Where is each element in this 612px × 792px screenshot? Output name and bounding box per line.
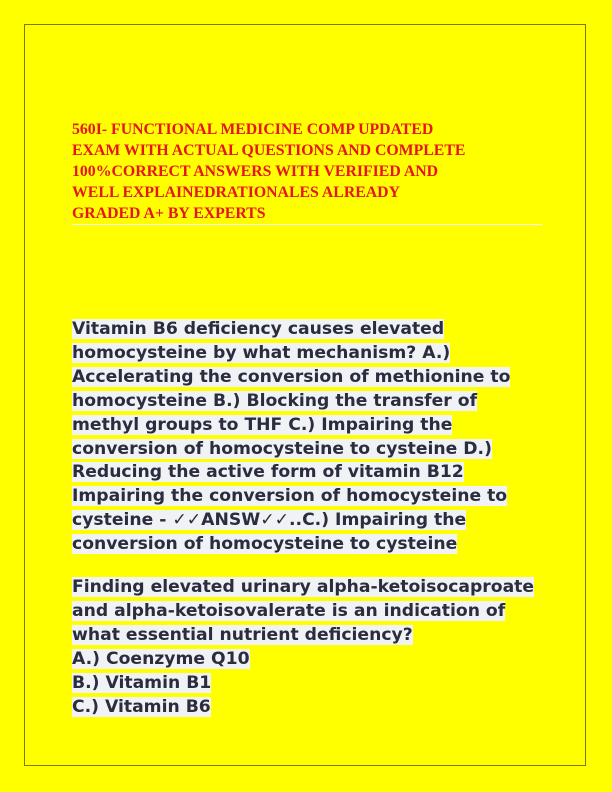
question-1-line: homocysteine by what mechanism? A.) xyxy=(72,342,451,363)
document-title xyxy=(72,119,542,224)
question-2-option-b: B.) Vitamin B1 xyxy=(72,672,212,693)
question-1-line: Accelerating the conversion of methionine to xyxy=(72,366,511,387)
question-1-line: Impairing the conversion of homocysteine to xyxy=(72,486,508,507)
question-2-line: what essential nutrient deficiency? xyxy=(72,624,413,645)
question-2-option-c: C.) Vitamin B6 xyxy=(72,696,211,717)
title-line: 100%CORRECT ANSWERS WITH VERIFIED AND xyxy=(72,161,542,182)
question-1-answer-line: conversion of homocysteine to cysteine xyxy=(72,534,458,555)
title-line: WELL EXPLAINEDRATIONALES ALREADY xyxy=(72,182,542,203)
question-1-line: Vitamin B6 deficiency causes elevated xyxy=(72,319,445,339)
question-1-line: conversion of homocysteine to cysteine D.) xyxy=(72,438,492,459)
title-line: EXAM WITH ACTUAL QUESTIONS AND COMPLETE xyxy=(72,140,542,161)
question-1-answer-line: cysteine - ✓✓ANSW✓✓..C.) Impairing the xyxy=(72,510,467,531)
title-line: GRADED A+ BY EXPERTS xyxy=(72,203,542,224)
question-2-line: Finding elevated urinary alpha-ketoisocaproate xyxy=(72,577,535,597)
question-2-option-a: A.) Coenzyme Q10 xyxy=(72,648,250,669)
question-1 xyxy=(72,318,542,557)
question-1-line: homocysteine B.) Blocking the transfer of xyxy=(72,390,478,411)
question-1-line: methyl groups to THF C.) Impairing the xyxy=(72,414,453,435)
question-2-line: and alpha-ketoisovalerate is an indication of xyxy=(72,600,506,621)
title-line: 560I- FUNCTIONAL MEDICINE COMP UPDATED xyxy=(72,119,542,140)
question-1-line: Reducing the active form of vitamin B12 xyxy=(72,462,464,483)
question-2 xyxy=(72,576,542,719)
